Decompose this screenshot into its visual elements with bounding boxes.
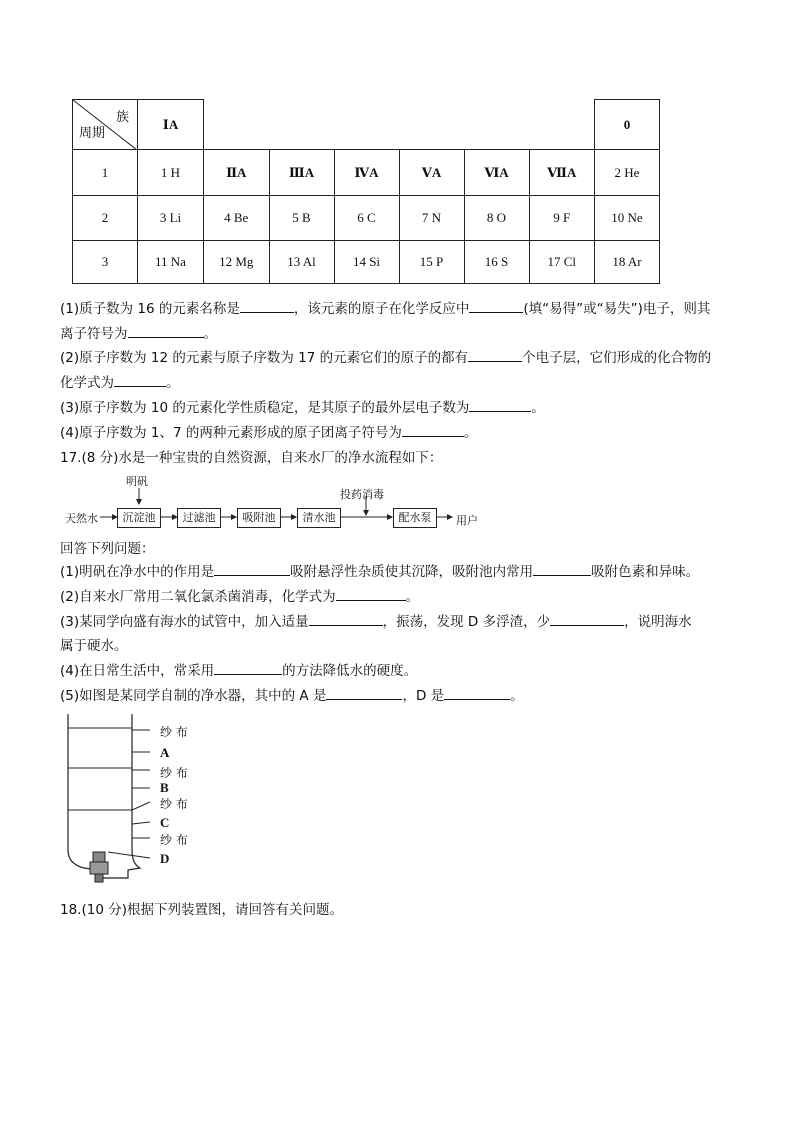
answer-blank[interactable] <box>533 563 591 576</box>
element-cell: 9 F <box>529 196 595 241</box>
header-0: 0 <box>595 100 660 150</box>
element-cell: 5 B <box>269 196 334 241</box>
answer-blank[interactable] <box>550 613 624 626</box>
element-cell: 8 O <box>464 196 529 241</box>
group-header-cell: ⅡA <box>204 150 270 196</box>
q18-title: 18.(10 分)根据下列装置图，请回答有关问题。 <box>60 902 343 918</box>
layer-d-label: D <box>160 851 170 866</box>
periodic-table <box>72 99 660 284</box>
group-header-cell: ⅣA <box>334 150 399 196</box>
q17-title: 17.(8 分)水是一种宝贵的自然资源，自来水厂的净水流程如下： <box>60 450 443 466</box>
answer-blank[interactable] <box>336 588 406 601</box>
header-1a: ⅠA <box>138 100 204 150</box>
corner-group-label: 族 <box>115 109 129 124</box>
element-cell: 15 P <box>399 241 464 284</box>
layer-b-label: B <box>160 780 169 795</box>
corner-period-label: 周期 <box>79 125 106 140</box>
group-header-cell: ⅦA <box>529 150 595 196</box>
layer-a-label: A <box>160 745 170 760</box>
alum-label: 明矾 <box>126 475 148 488</box>
q16-part2-line2: 化学式为 。 <box>60 375 180 391</box>
answer-blank[interactable] <box>402 424 464 437</box>
group-header-cell: ⅤA <box>399 150 464 196</box>
element-cell: 18 Ar <box>595 241 660 284</box>
q16-part1-line2: 离子符号为 。 <box>60 326 217 342</box>
element-cell: 1 H <box>138 150 204 196</box>
element-cell: 2 He <box>595 150 660 196</box>
user-label: 用户 <box>456 514 478 527</box>
element-cell: 16 S <box>464 241 529 284</box>
answer-blank[interactable] <box>469 399 531 412</box>
q16-part4: (4)原子序数为 1、7 的两种元素形成的原子团离子符号为 。 <box>60 425 478 441</box>
table-corner-cell <box>73 100 138 150</box>
q17-part5: (5)如图是某同学自制的净水器，其中的 A 是 ，D 是 。 <box>60 688 524 704</box>
element-cell: 4 Be <box>204 196 270 241</box>
answer-blank[interactable] <box>128 325 204 338</box>
element-cell: 10 Ne <box>595 196 660 241</box>
period-cell: 3 <box>73 241 138 284</box>
flow-step-filtration: 过滤池 <box>177 508 221 528</box>
q17-answer-intro: 回答下列问题： <box>60 541 155 557</box>
gauze-label: 纱 布 <box>160 766 188 780</box>
flow-step-clear-water: 清水池 <box>297 508 341 528</box>
flow-step-adsorption: 吸附池 <box>237 508 281 528</box>
answer-blank[interactable] <box>214 662 282 675</box>
element-cell: 14 Si <box>334 241 399 284</box>
element-cell: 17 Cl <box>529 241 595 284</box>
q17-part3-line1: (3)某同学向盛有海水的试管中，加入适量 ，振荡，发现 D 多浮渣，少 ，说明海水 <box>60 614 692 630</box>
answer-blank[interactable] <box>469 300 523 313</box>
q16-part3: (3)原子序数为 10 的元素化学性质稳定，是其原子的最外层电子数为 。 <box>60 400 545 416</box>
gauze-label: 纱 布 <box>160 833 188 847</box>
element-cell: 11 Na <box>138 241 204 284</box>
q17-part4: (4)在日常生活中，常采用 的方法降低水的硬度。 <box>60 663 418 679</box>
answer-blank[interactable] <box>214 563 290 576</box>
group-header-cell: ⅥA <box>464 150 529 196</box>
q17-part1: (1)明矾在净水中的作用是 吸附悬浮性杂质使其沉降，吸附池内常用 吸附色素和异味。 <box>60 564 700 580</box>
period-cell: 1 <box>73 150 138 196</box>
answer-blank[interactable] <box>444 687 510 700</box>
gauze-label: 纱 布 <box>160 725 188 739</box>
element-cell: 6 C <box>334 196 399 241</box>
q17-part2: (2)自来水厂常用二氧化氯杀菌消毒，化学式为 。 <box>60 589 420 605</box>
answer-blank[interactable] <box>326 687 402 700</box>
flow-step-pump: 配水泵 <box>393 508 437 528</box>
element-cell: 13 Al <box>269 241 334 284</box>
q16-part2-line1: (2)原子序数为 12 的元素与原子序数为 17 的元素它们的原子的都有 个电子层，它们形成的化合物的 <box>60 350 712 366</box>
layer-c-label: C <box>160 815 170 830</box>
period-cell: 2 <box>73 196 138 241</box>
q17-part3-line2: 属于硬水。 <box>60 638 128 654</box>
element-cell: 7 N <box>399 196 464 241</box>
answer-blank[interactable] <box>309 613 383 626</box>
dosing-label: 投药消毒 <box>340 488 384 501</box>
water-filter-drawing <box>62 712 222 892</box>
element-cell: 12 Mg <box>204 241 270 284</box>
group-header-cell: ⅢA <box>269 150 334 196</box>
gauze-label: 纱 布 <box>160 797 188 811</box>
flow-step-sedimentation: 沉淀池 <box>117 508 161 528</box>
q16-part1-line1: (1)质子数为 16 的元素名称是 ，该元素的原子在化学反应中 (填“易得”或“易失”)电子，则其 <box>60 301 711 317</box>
answer-blank[interactable] <box>114 374 166 387</box>
source-label: 天然水 <box>65 512 98 525</box>
answer-blank[interactable] <box>468 349 522 362</box>
answer-blank[interactable] <box>240 300 294 313</box>
element-cell: 3 Li <box>138 196 204 241</box>
